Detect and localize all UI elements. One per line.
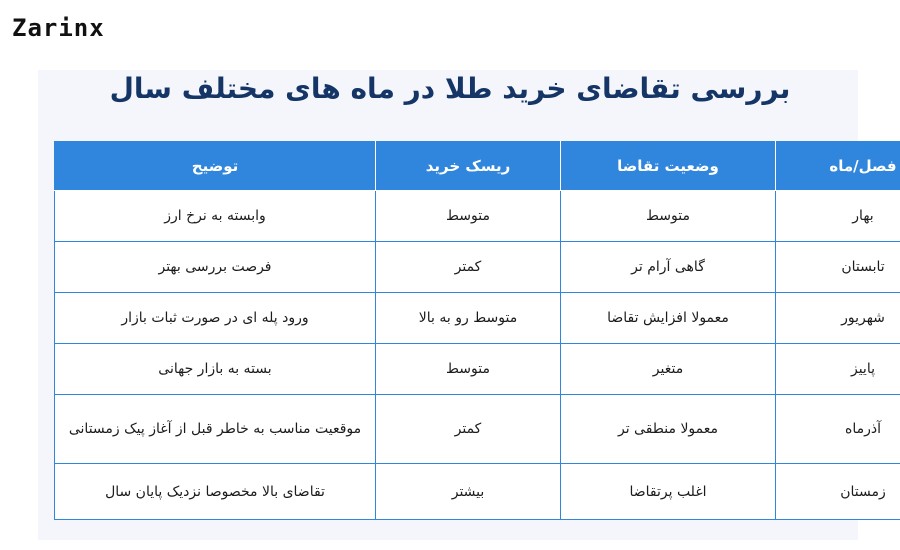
cell-description: بسته به بازار جهانی: [55, 344, 376, 395]
cell-season: آذرماه: [776, 395, 900, 464]
header-description: توضیح: [55, 142, 376, 191]
cell-description: موقعیت مناسب به خاطر قبل از آغاز پیک زمستانی: [55, 395, 376, 464]
cell-description: ورود پله ای در صورت ثبات بازار: [55, 293, 376, 344]
cell-season: بهار: [776, 191, 900, 242]
cell-demand: گاهی آرام تر: [561, 242, 776, 293]
table-header-row: [55, 142, 900, 191]
cell-demand: اغلب پرتقاضا: [561, 464, 776, 520]
cell-demand: معمولا افزایش تقاضا: [561, 293, 776, 344]
cell-demand: معمولا منطقی تر: [561, 395, 776, 464]
header-buy-risk: ریسک خرید: [376, 142, 561, 191]
table-row: [55, 242, 900, 293]
table-row: [55, 191, 900, 242]
cell-description: تقاضای بالا مخصوصا نزدیک پایان سال: [55, 464, 376, 520]
cell-risk: کمتر: [376, 395, 561, 464]
cell-season: تابستان: [776, 242, 900, 293]
table-row: [55, 293, 900, 344]
gold-demand-table: [54, 141, 900, 520]
cell-risk: متوسط: [376, 191, 561, 242]
table-row: [55, 344, 900, 395]
cell-risk: بیشتر: [376, 464, 561, 520]
header-season-month: فصل/ماه: [776, 142, 900, 191]
table-row: [55, 395, 900, 464]
cell-description: فرصت بررسی بهتر: [55, 242, 376, 293]
cell-season: شهریور: [776, 293, 900, 344]
page-title: بررسی تقاضای خرید طلا در ماه های مختلف سال: [109, 72, 791, 105]
cell-risk: متوسط: [376, 344, 561, 395]
cell-risk: متوسط رو به بالا: [376, 293, 561, 344]
cell-description: وابسته به نرخ ارز: [55, 191, 376, 242]
cell-season: زمستان: [776, 464, 900, 520]
cell-risk: کمتر: [376, 242, 561, 293]
table-container: [54, 141, 897, 522]
cell-demand: متوسط: [561, 191, 776, 242]
table-row: [55, 464, 900, 520]
brand-logo: Zarinx: [12, 14, 105, 42]
header-demand-status: وضعیت تقاضا: [561, 142, 776, 191]
cell-season: پاییز: [776, 344, 900, 395]
cell-demand: متغیر: [561, 344, 776, 395]
